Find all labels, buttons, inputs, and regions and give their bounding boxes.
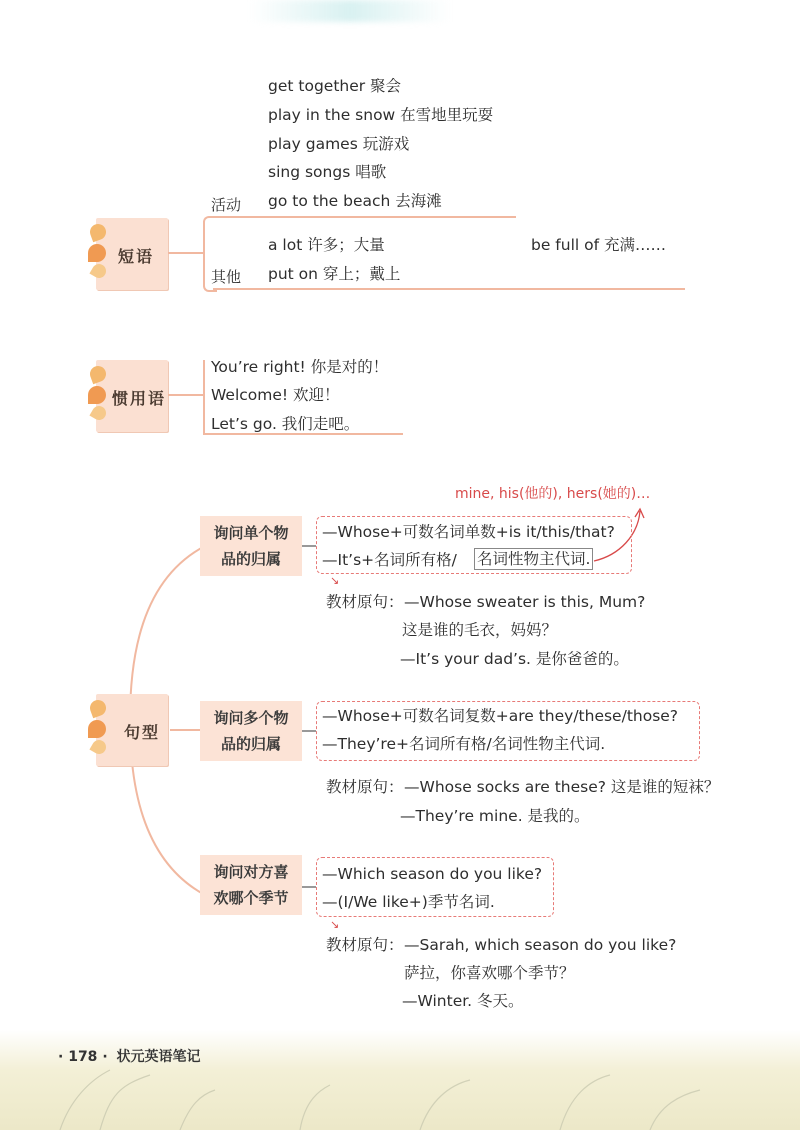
other-category: 其他 [211, 268, 242, 286]
book-title: 状元英语笔记 [116, 1049, 201, 1065]
example-line: —Winter. 冬天。 [402, 992, 524, 1010]
example-line: —Sarah, which season do you like? [404, 936, 677, 954]
connector-line [302, 886, 316, 888]
phrase-item: put on 穿上；戴上 [268, 265, 401, 283]
idiom-item: Welcome! 欢迎！ [211, 386, 340, 404]
pattern-line: —Whose+可数名词单数+is it/this/that? [322, 523, 615, 541]
arrow-down-icon: ↘ [330, 918, 340, 931]
idiom-item: Let’s go. 我们走吧。 [211, 415, 360, 433]
leaf-icon [88, 222, 109, 243]
leaf-icon [88, 698, 109, 719]
example-label: 教材原句： [326, 593, 404, 611]
idioms-label-box [96, 360, 168, 432]
connector-line [302, 545, 316, 547]
divider-line [213, 288, 685, 290]
phrase-item: be full of 充满…… [531, 236, 666, 254]
example-line: —Whose sweater is this, Mum? [404, 593, 646, 611]
question-line: 询问单个物 [213, 524, 289, 542]
connector-line [168, 252, 204, 254]
pronoun-note: mine, his(他的), hers(她的)… [455, 486, 651, 502]
leaf-icon [88, 364, 109, 385]
question-line: 询问对方喜 [213, 863, 289, 881]
pattern-line: —It’s+名词所有格/ [322, 551, 457, 569]
example-line: 这是谁的毛衣，妈妈？ [402, 621, 558, 639]
bullet-dot: · [58, 1049, 64, 1065]
divider-line [213, 216, 516, 218]
pattern-line: —Which season do you like? [322, 865, 543, 883]
leaf-icon [88, 244, 106, 262]
phrase-item: go to the beach 去海滩 [268, 192, 442, 210]
bracket-line [203, 360, 205, 434]
patterns-label-box [96, 694, 168, 766]
bullet-dot: · [102, 1049, 108, 1065]
connector-line [168, 394, 204, 396]
example-line: —It’s your dad’s. 是你爸爸的。 [400, 650, 629, 668]
idiom-item: You’re right! 你是对的！ [211, 358, 389, 376]
question-box-season [200, 855, 302, 915]
footer [58, 1046, 201, 1066]
pattern-line: —They’re+名词所有格/名词性物主代词. [322, 735, 606, 753]
top-decoration [250, 0, 450, 22]
patterns-title: 句型 [124, 723, 161, 742]
connector-line [302, 730, 316, 732]
phrase-item: play games 玩游戏 [268, 135, 410, 153]
question-line: 品的归属 [220, 550, 281, 568]
phrase-item: sing songs 唱歌 [268, 163, 387, 181]
phrases-label-box [96, 218, 168, 290]
phrase-item: play in the snow 在雪地里玩耍 [268, 106, 494, 124]
question-box-multiple [200, 701, 302, 761]
example-line: —Whose socks are these? 这是谁的短袜？ [404, 778, 720, 796]
phrases-title: 短语 [118, 247, 155, 266]
phrase-item: get together 聚会 [268, 77, 402, 95]
example-label: 教材原句： [326, 778, 404, 796]
pattern-line: —Whose+可数名词复数+are they/these/those? [322, 707, 679, 725]
example-line: 萨拉，你喜欢哪个季节？ [404, 964, 575, 982]
example-label: 教材原句： [326, 936, 404, 954]
question-line: 欢哪个季节 [213, 889, 289, 907]
leaf-icon [89, 403, 108, 422]
question-line: 询问多个物 [213, 709, 289, 727]
question-box-single [200, 516, 302, 576]
leaf-icon [89, 261, 108, 280]
pattern-highlight: 名词性物主代词. [474, 548, 593, 570]
page-number: 178 [68, 1049, 98, 1065]
activity-category: 活动 [211, 196, 242, 214]
leaf-icon [88, 386, 106, 404]
arrow-down-icon: ↘ [330, 574, 340, 587]
pattern-line: —(I/We like+)季节名词. [322, 893, 495, 911]
leaf-icon [88, 720, 106, 738]
phrase-item: a lot 许多；大量 [268, 236, 385, 254]
example-line: —They’re mine. 是我的。 [400, 807, 590, 825]
idioms-title: 惯用语 [112, 389, 167, 408]
question-line: 品的归属 [220, 735, 281, 753]
leaf-icon [89, 737, 108, 756]
